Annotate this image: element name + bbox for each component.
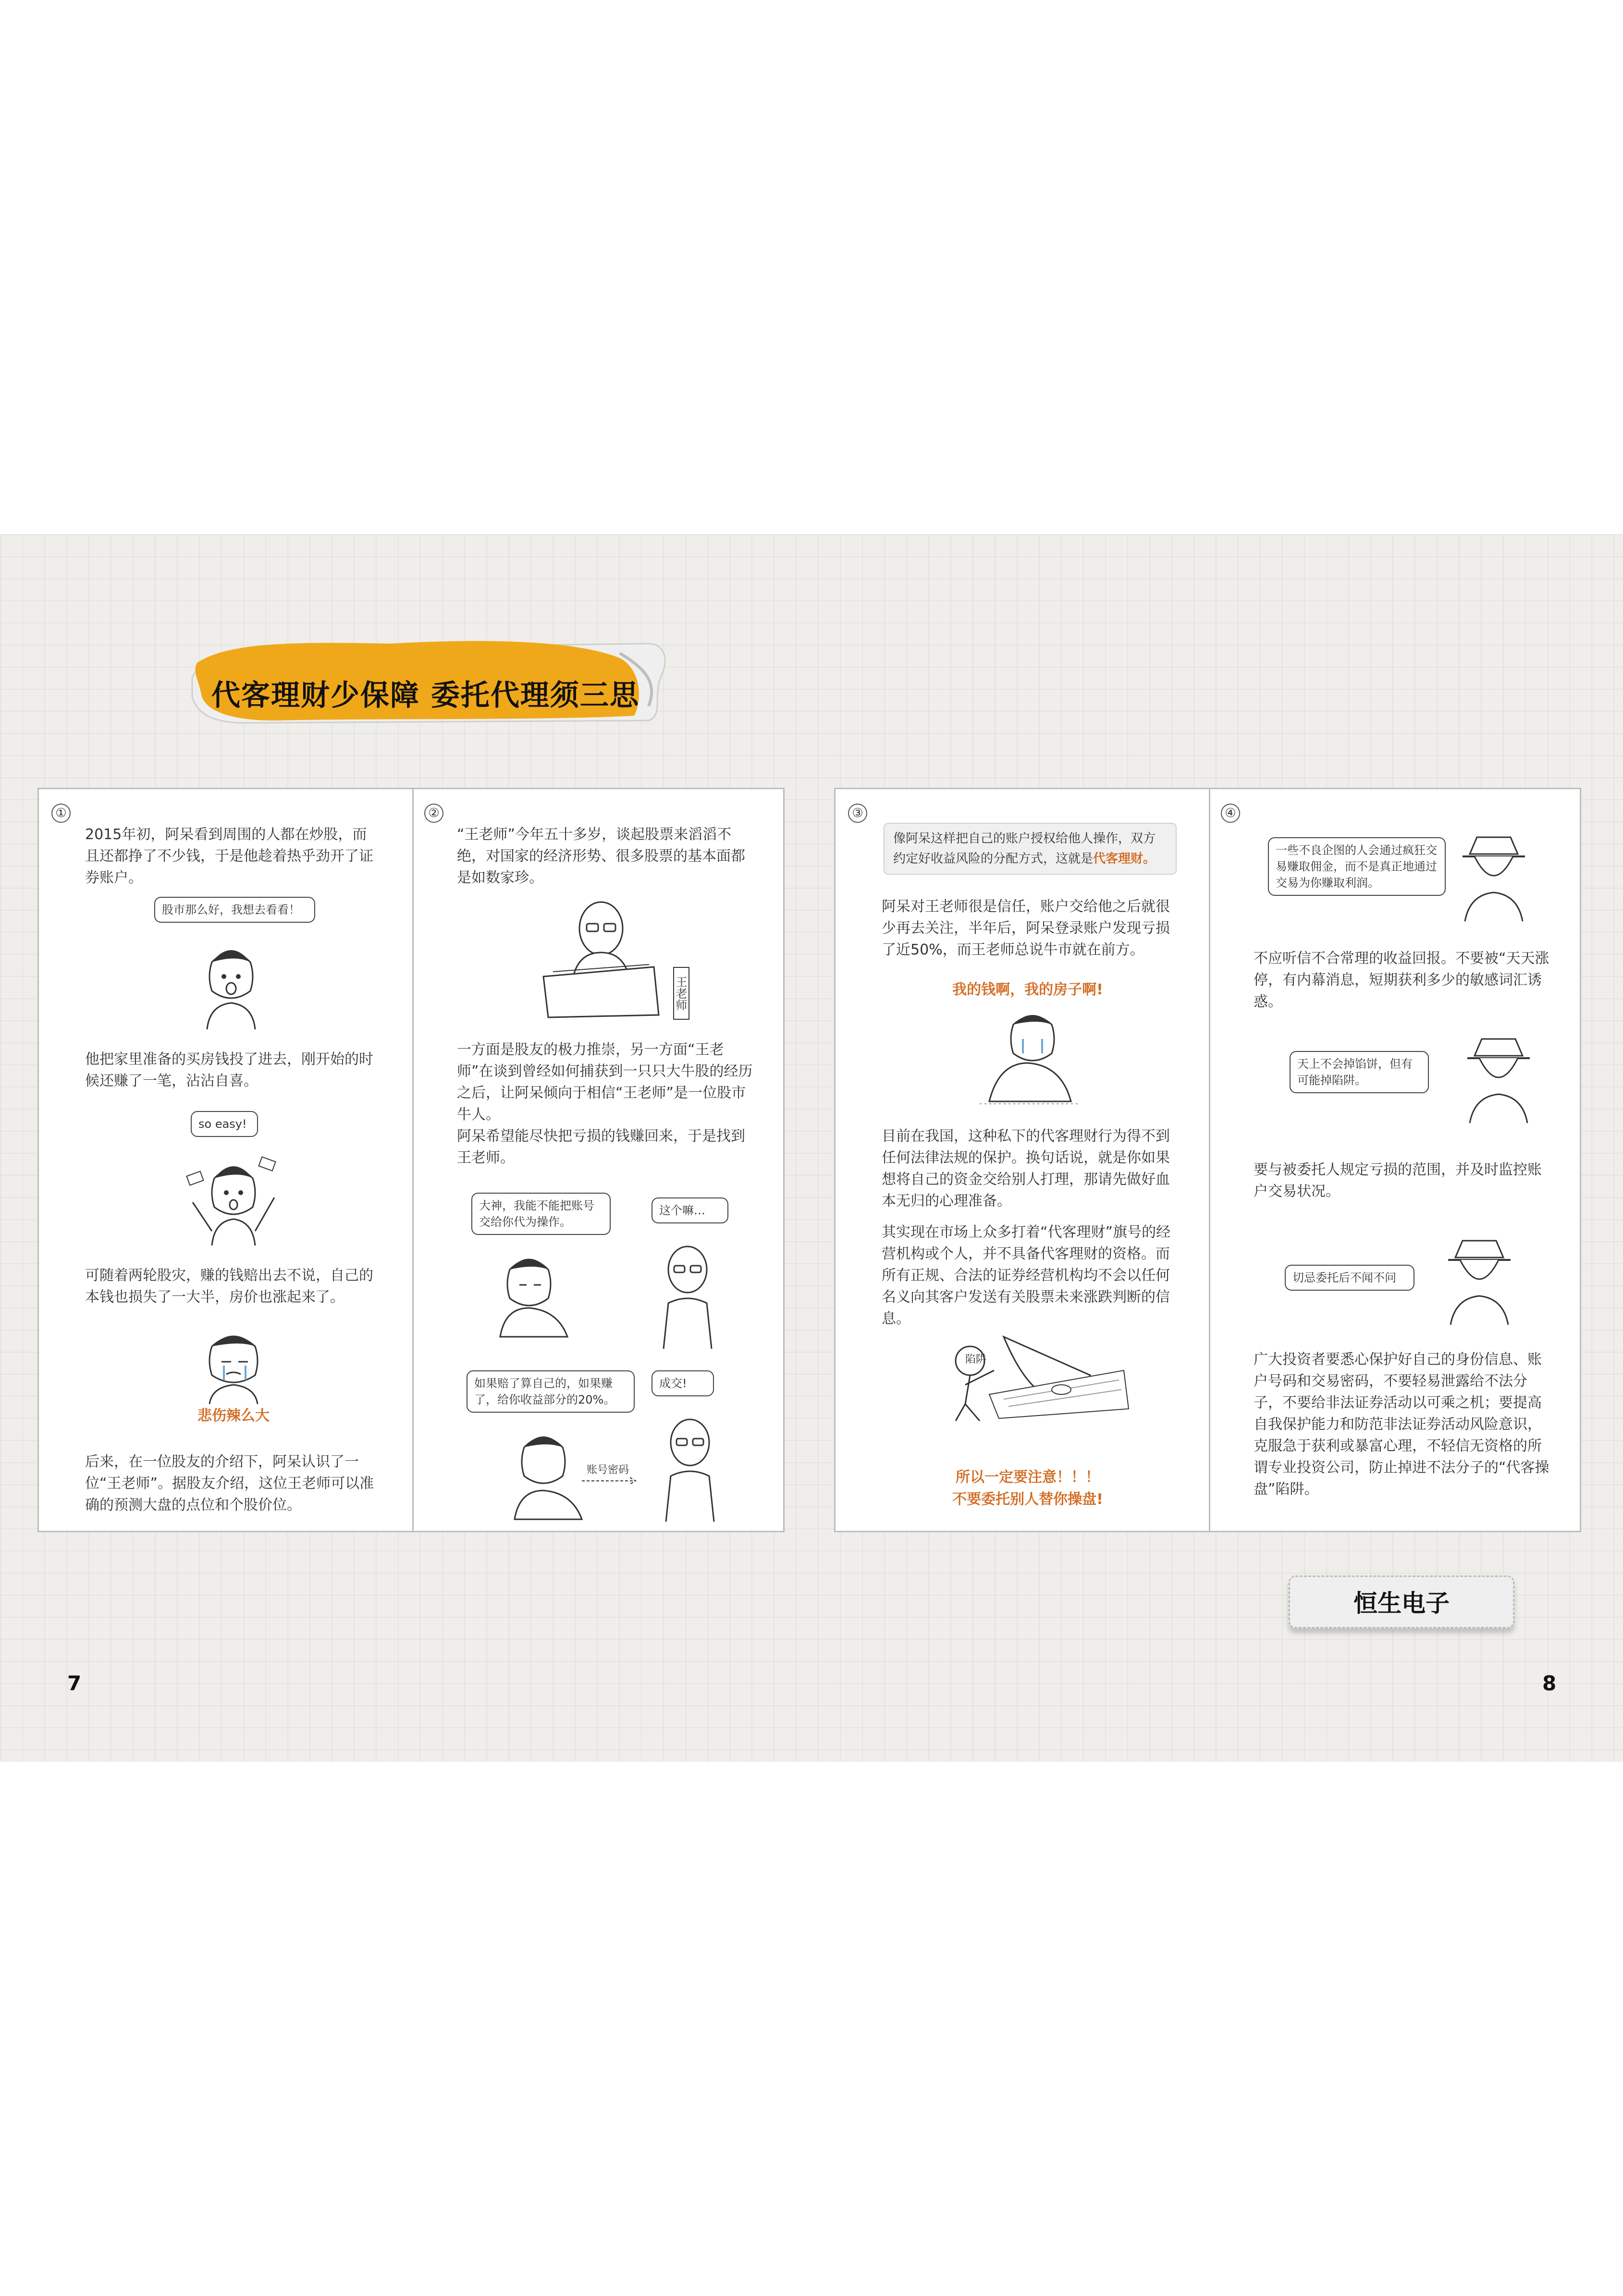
panel3-number: ③ (848, 804, 867, 823)
panel2-bubble3: 如果赔了算自己的，如果赚了，给你收益部分的20%。 (467, 1370, 635, 1413)
panel4-bubble2: 天上不会掉馅饼，但有可能掉陷阱。 (1290, 1051, 1429, 1093)
boy-crying-icon (195, 1327, 272, 1404)
panel3-definition-box (884, 823, 1177, 875)
panel1-caption: 悲伤辣么大 (197, 1407, 270, 1424)
panel4-text2: 要与被委托人规定亏损的范围，并及时监控账户交易状况。 (1254, 1161, 1542, 1200)
panel4-bubble1: 一些不良企图的人会通过疯狂交易赚取佣金，而不是真正地通过交易为你赚取利润。 (1268, 837, 1446, 896)
panel2-number: ② (424, 804, 443, 823)
panel-divider (1209, 789, 1210, 1531)
panel1-bubble1: 股市那么好，我想去看看！ (154, 897, 315, 923)
page-number-right: 8 (1542, 1672, 1557, 1695)
boy-excited-icon (183, 933, 279, 1034)
panel3-text2: 目前在我国，这种私下的代客理财行为得不到任何法律法规的保护。换句话说，就是你如果想将自己的资金交给别人打理，那请先做好血本无归的心理准备。 (882, 1128, 1170, 1209)
panel3-caption1: 我的钱啊，我的房子啊! (952, 981, 1103, 998)
panel1-number: ① (51, 804, 71, 823)
panel2-text1: “王老师”今年五十多岁，谈起股票来滔滔不绝，对国家的经济形势、很多股票的基本面都是如数家珍。 (457, 826, 745, 886)
boy-kneeling-icon (481, 1250, 591, 1342)
man-hat-icon (1455, 1029, 1542, 1125)
banner-title: 代客理财少保障 委托代理须三思 (211, 679, 639, 712)
panel4-text3: 广大投资者要悉心保护好自己的身份信息、账户号码和交易密码，不要轻易泄露给不法分子，不要给非法证券活动以可乘之机；要提高自我保护能力和防范非法证券活动风险意识，克服急于获利或暴富心理，不轻信无资格的所谓专业投资公司，防止掉进不法分子的“代客操盘”陷阱。 (1254, 1351, 1549, 1498)
panel1-bubble2: so easy! (191, 1111, 258, 1137)
teacher-thinking-icon (639, 1241, 736, 1351)
brand-label: 恒生电子 (1289, 1575, 1514, 1628)
panel3-box-highlight: 代客理财。 (1093, 852, 1156, 866)
panel2-bubble1: 大神，我能不能把账号交给你代为操作。 (471, 1193, 611, 1235)
boy-money-icon (178, 1145, 289, 1250)
panel1-text2: 他把家里准备的买房钱投了进去，刚开始的时候还赚了一笔，沾沾自喜。 (85, 1051, 373, 1089)
panel3-caption2b: 不要委托别人替你操盘! (952, 1491, 1103, 1508)
account-password-label: 账号密码 (587, 1464, 629, 1476)
panel-left (37, 788, 785, 1532)
panel2-bubble4: 成交! (652, 1370, 714, 1396)
man-hat-icon (1451, 828, 1537, 924)
panel4-bubble3: 切忌委托后不闻不问 (1285, 1265, 1414, 1291)
panel4-number: ④ (1221, 804, 1240, 823)
panel3-box-text: 像阿呆这样把自己的账户授权给他人操作，双方约定好收益风险的分配方式，这就是 (893, 831, 1156, 866)
teacher-name-sign: 王老师 (673, 967, 689, 1020)
panel1-text3: 可随着两轮股灾，赚的钱赔出去不说，自己的本钱也损失了一大半，房价也涨起来了。 (85, 1267, 373, 1306)
page-number-left: 7 (67, 1672, 82, 1695)
trap-pie-icon (932, 1327, 1133, 1423)
panel3-text1: 阿呆对王老师很是信任，账户交给他之后就很少再去关注，半年后，阿呆登录账户发现亏损了近50%，而王老师总说牛市就在前方。 (882, 898, 1170, 958)
panel3-caption2a: 所以一定要注意！！！ (956, 1469, 1100, 1486)
teacher-desk-icon (534, 895, 668, 1020)
boy-despair-icon (970, 1010, 1085, 1106)
panel2-text2: 一方面是股友的极力推崇，另一方面“王老师”在谈到曾经如何捕获到一只只大牛股的经历之后，让阿呆倾向于相信“王老师”是一位股市牛人。 阿呆希望能尽快把亏损的钱赚回来，于是找到王老师。 (457, 1041, 753, 1166)
trap-label: 陷阱 (965, 1354, 987, 1366)
panel4-text1: 不应听信不合常理的收益回报。不要被“天天涨停，有内幕消息，短期获利多少的敏感词汇诱惑。 (1254, 950, 1549, 1010)
man-hat-icon (1436, 1231, 1523, 1327)
panel3-text3: 其实现在市场上众多打着“代客理财”旗号的经营机构或个人，并不具备代客理财的资格。而所有正规、合法的证券经营机构均不会以任何名义向其客户发送有关股票未来涨跌判断的信息。 (882, 1224, 1171, 1327)
panel1-text4: 后来，在一位股友的介绍下，阿呆认识了一位“王老师”。据股友介绍，这位王老师可以准确的预测大盘的点位和个股价位。 (85, 1453, 374, 1514)
panel1-text1: 2015年初，阿呆看到周围的人都在炒股，而且还都挣了不少钱，于是他趁着热乎劲开了证券账户。 (85, 826, 373, 886)
panel2-bubble2: 这个嘛… (652, 1197, 728, 1223)
teacher-deal-icon (644, 1414, 736, 1524)
panel-divider (412, 789, 414, 1531)
panel-right (834, 788, 1581, 1532)
arrow-right-icon (582, 1476, 639, 1486)
